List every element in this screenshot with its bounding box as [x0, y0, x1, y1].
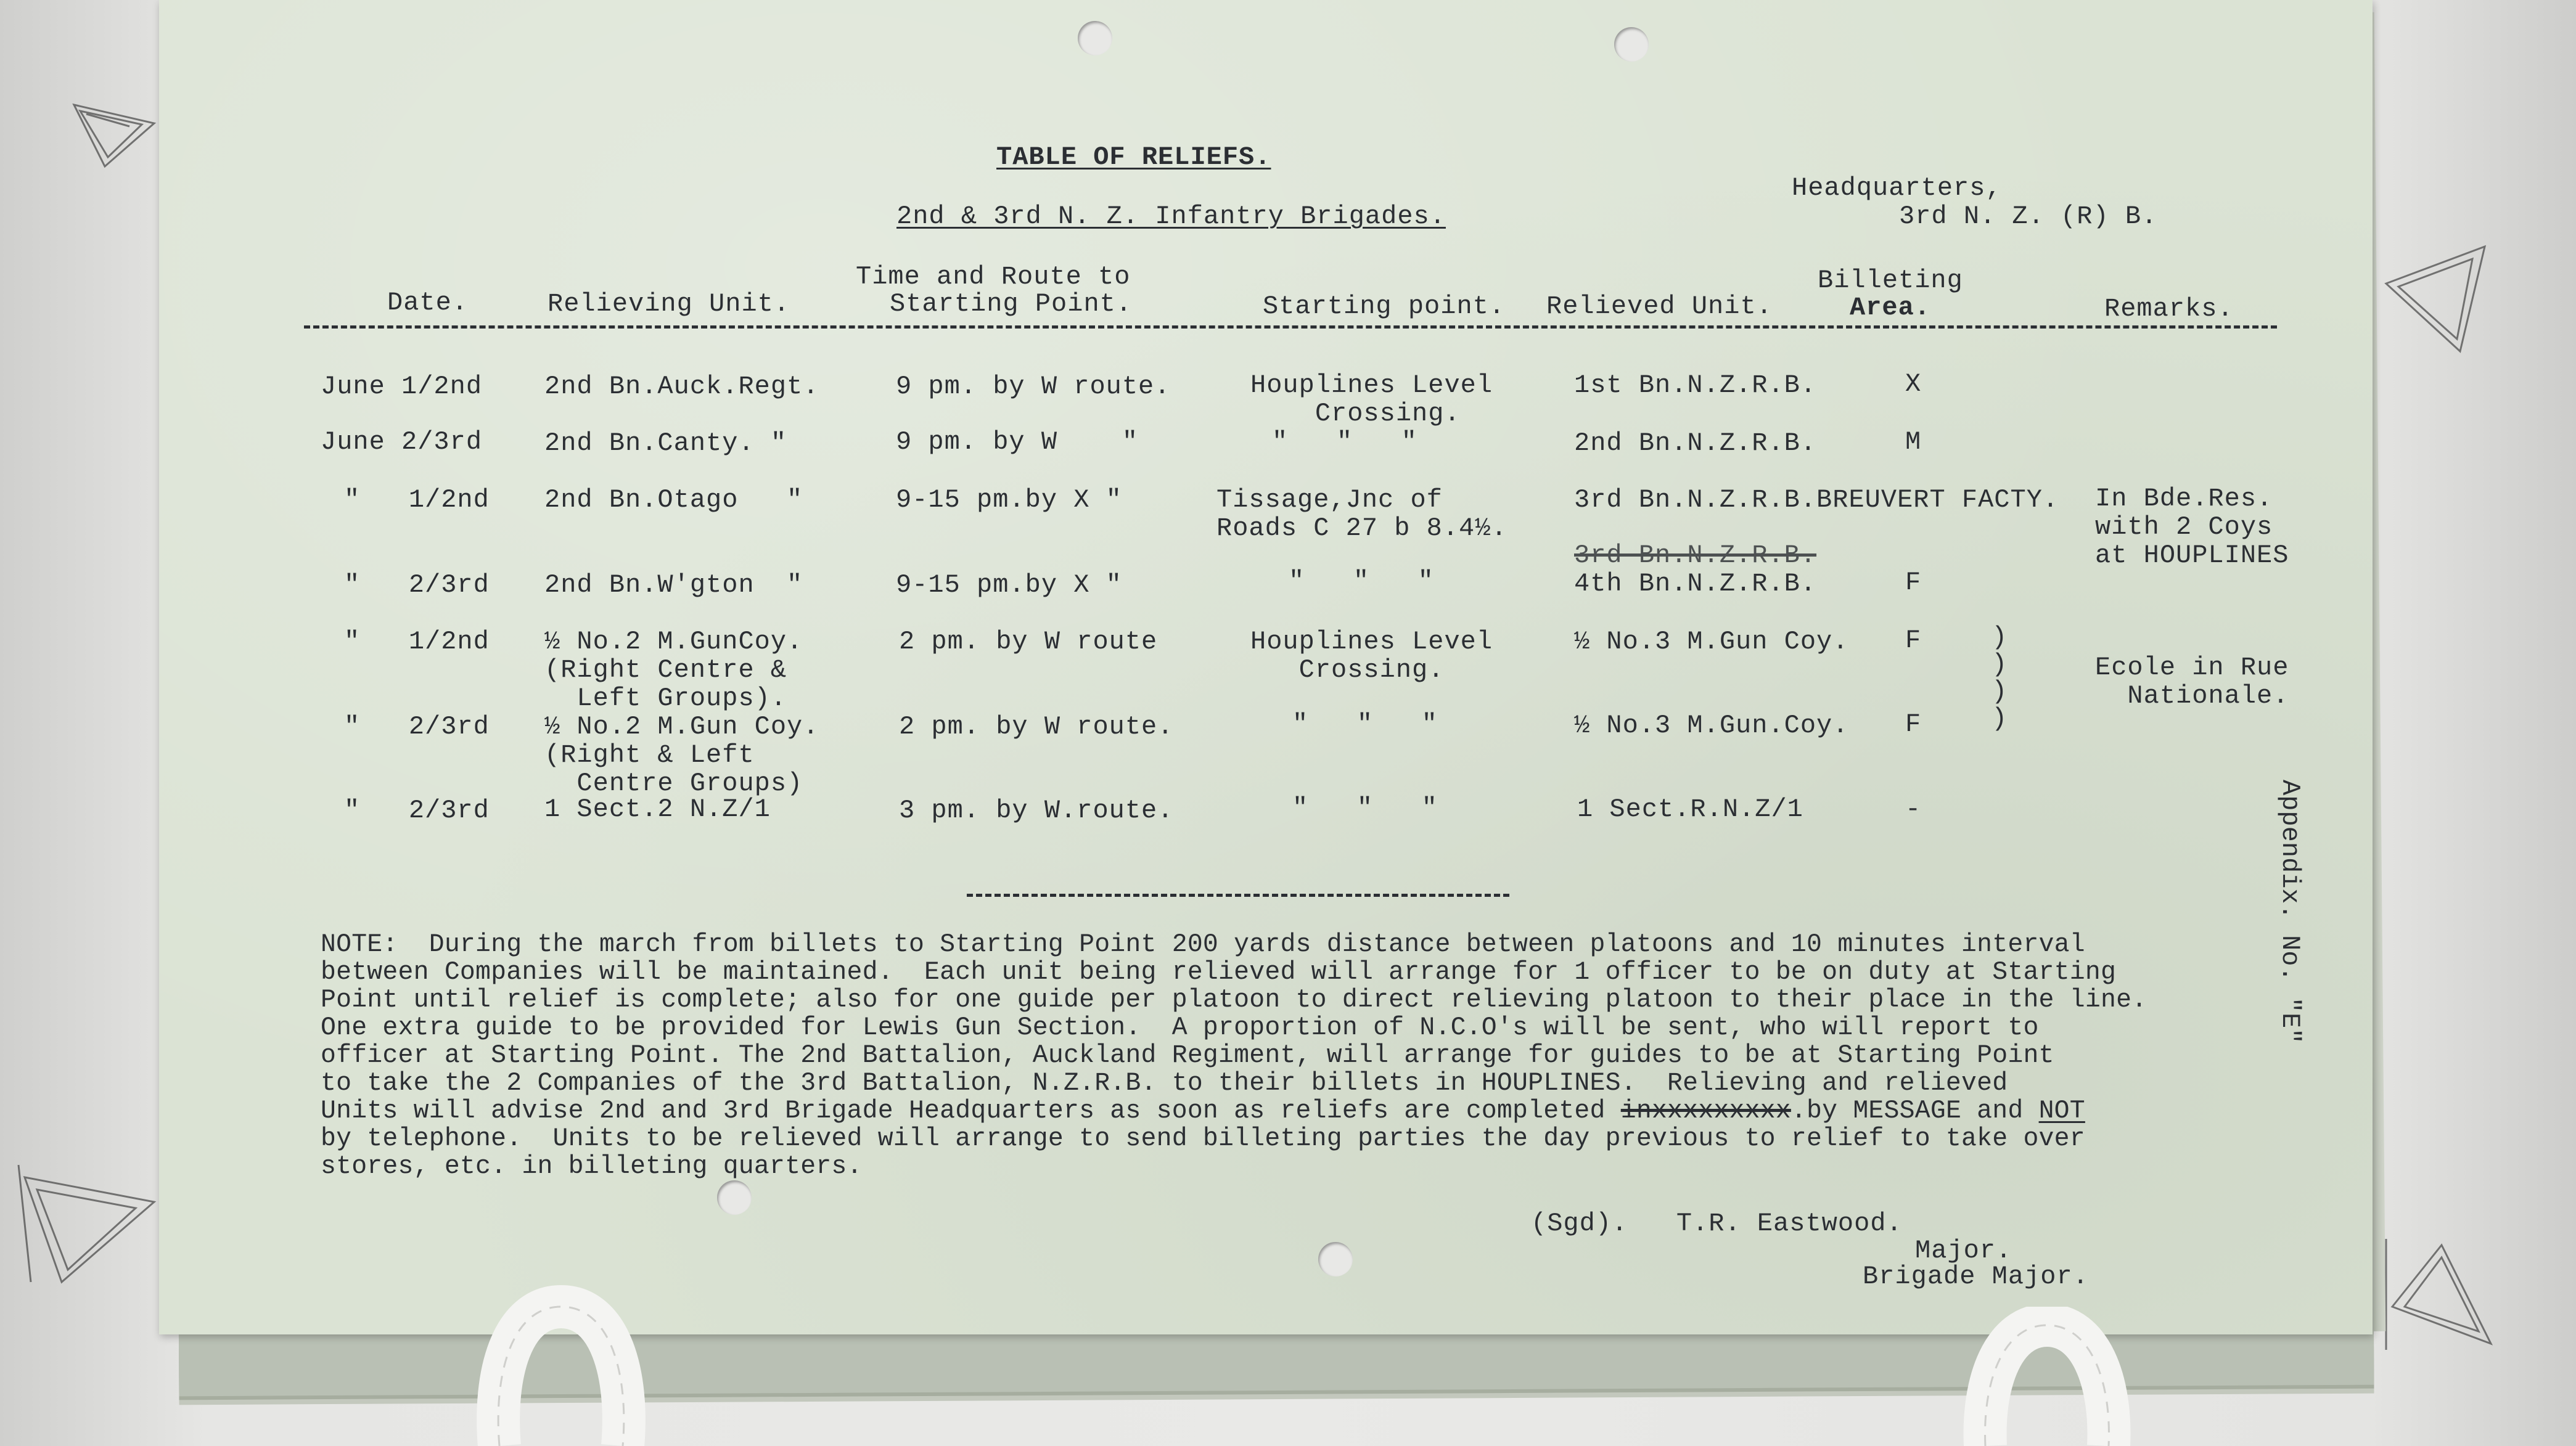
headquarters-line-2: 3rd N. Z. (R) B.	[1899, 202, 2158, 231]
binding-cord-left	[475, 1282, 647, 1446]
row-1-date: June 1/2nd	[321, 372, 483, 401]
row-7-date: " 2/3rd	[344, 796, 490, 825]
row-1-area: X	[1905, 369, 1922, 399]
row-3-date: " 1/2nd	[344, 485, 490, 515]
row-7-time: 3 pm. by W.route.	[899, 796, 1174, 825]
row-3-relieved: 3rd Bn.N.Z.R.B.BREUVERT FACTY.	[1574, 485, 2059, 515]
row-1-relieving: 2nd Bn.Auck.Regt.	[544, 372, 819, 401]
document-title: TABLE OF RELIEFS.	[996, 142, 1271, 172]
row-7-start: " " "	[1292, 793, 1438, 823]
header-date: Date.	[387, 288, 469, 317]
header-time-route-1: Time and Route to	[856, 262, 1131, 292]
binding-cord-right	[1961, 1307, 2133, 1446]
row-6-relieved: ½ No.3 M.Gun.Coy.	[1574, 711, 1849, 740]
headquarters-line-1: Headquarters,	[1792, 173, 2002, 203]
header-relieved-unit: Relieved Unit.	[1546, 292, 1773, 321]
row-5-relieved: ½ No.3 M.Gun Coy.	[1574, 627, 1849, 656]
row-4-time: 9-15 pm.by X "	[896, 570, 1122, 600]
pencil-sketch-right-top	[2380, 234, 2491, 357]
header-divider	[304, 325, 2277, 329]
row-6-relieving: ½ No.2 M.Gun Coy. (Right & Left Centre Groups)	[544, 712, 819, 798]
row-3-remarks: In Bde.Res. with 2 Coys at HOUPLINES	[2095, 484, 2289, 570]
appendix-label: Appendix. No. "E"	[2275, 780, 2305, 1044]
row-2-start: " " "	[1272, 427, 1417, 457]
row-2-relieving: 2nd Bn.Canty. "	[544, 428, 787, 458]
row-6-area: F	[1905, 709, 1922, 739]
pencil-sketch-left-mid	[12, 1159, 160, 1294]
row-5-time: 2 pm. by W route	[899, 627, 1158, 656]
row-5-date: " 1/2nd	[344, 627, 490, 656]
punch-hole	[1318, 1242, 1353, 1276]
row-2-relieved: 2nd Bn.N.Z.R.B.	[1574, 428, 1817, 458]
document-subtitle: 2nd & 3rd N. Z. Infantry Brigades.	[896, 202, 1446, 231]
header-remarks: Remarks.	[2104, 294, 2234, 324]
header-relieving-unit: Relieving Unit.	[548, 289, 790, 319]
bracket-remark: Ecole in Rue Nationale.	[2095, 653, 2289, 711]
row-3-time: 9-15 pm.by X "	[896, 485, 1122, 515]
header-billeting-1: Billeting	[1818, 266, 1963, 295]
row-3-relieved-struck: 3rd Bn.N.Z.R.B.	[1574, 541, 1817, 570]
row-4-date: " 2/3rd	[344, 570, 490, 600]
signature-line-1: (Sgd). T.R. Eastwood.	[1531, 1209, 1903, 1238]
row-6-date: " 2/3rd	[344, 712, 490, 741]
row-2-date: June 2/3rd	[321, 427, 483, 457]
row-1-start: Houplines Level Crossing.	[1250, 370, 1493, 428]
note-paragraph: NOTE: During the march from billets to Starting Point 200 yards distance between platoons and 10 minutes interval between Companies will be maintained. Each unit being relieved will arrange for 1 officer to be on duty at Starting Point until relief is complete; also for one guide per platoon to direct relieving platoon to their place in the line. One extra guide to be provided for Lewis Gun Section. A proportion of N.C.O's will be sent, who will report to officer at Starting Point. The 2nd Battalion, Auckland Regiment, will arrange for guides to be at Starting Point to take the 2 Companies of the 3rd Battalion, N.Z.R.B. to their billets in HOUPLINES. Relieving and relieved Units will advise 2nd and 3rd Brigade Headquarters as soon as reliefs are completed inxxxxxxxxx.by MESSAGE and NOT by telephone. Units to be relieved will arrange to send billeting parties the day previous to relief to take over stores, etc. in billeting quarters.	[321, 930, 2147, 1181]
row-3-relieving: 2nd Bn.Otago "	[544, 485, 803, 515]
punch-hole	[1614, 27, 1649, 62]
row-6-time: 2 pm. by W route.	[899, 712, 1174, 741]
row-7-area: -	[1905, 794, 1922, 824]
document-page	[159, 0, 2373, 1334]
signature-line-3: Brigade Major.	[1863, 1262, 2089, 1291]
row-2-area: M	[1905, 427, 1922, 457]
row-4-area: F	[1905, 568, 1922, 597]
row-7-relieving: 1 Sect.2 N.Z/1	[544, 794, 771, 824]
table-end-divider	[967, 894, 1509, 897]
signature-line-2: Major.	[1915, 1236, 2012, 1265]
row-1-time: 9 pm. by W route.	[896, 372, 1171, 401]
row-4-relieving: 2nd Bn.W'gton "	[544, 570, 803, 600]
row-6-start: " " "	[1292, 709, 1438, 739]
row-3-start: Tissage,Jnc of Roads C 27 b 8.4½.	[1216, 485, 1507, 543]
row-2-time: 9 pm. by W "	[896, 427, 1139, 457]
row-5-area: F	[1905, 626, 1922, 655]
header-billeting-2: Area.	[1850, 293, 1931, 322]
row-5-relieving: ½ No.2 M.GunCoy. (Right Centre & Left Groups).	[544, 627, 803, 713]
punch-hole	[1078, 21, 1112, 55]
row-4-relieved: 4th Bn.N.Z.R.B.	[1574, 569, 1817, 598]
pencil-sketch-left-top	[68, 86, 160, 179]
struck-text: inxxxxxxxxx	[1620, 1097, 1791, 1125]
row-7-relieved: 1 Sect.R.N.Z/1	[1577, 794, 1803, 824]
pencil-sketch-right-bottom	[2380, 1233, 2503, 1356]
row-5-start: Houplines Level Crossing.	[1250, 627, 1493, 685]
header-time-route-2: Starting Point.	[890, 289, 1133, 319]
bracket: ) ) ) )	[1991, 623, 2008, 733]
header-starting-point: Starting point.	[1263, 292, 1506, 321]
punch-hole	[717, 1180, 752, 1215]
row-4-start: " " "	[1289, 566, 1434, 596]
row-1-relieved: 1st Bn.N.Z.R.B.	[1574, 370, 1817, 400]
